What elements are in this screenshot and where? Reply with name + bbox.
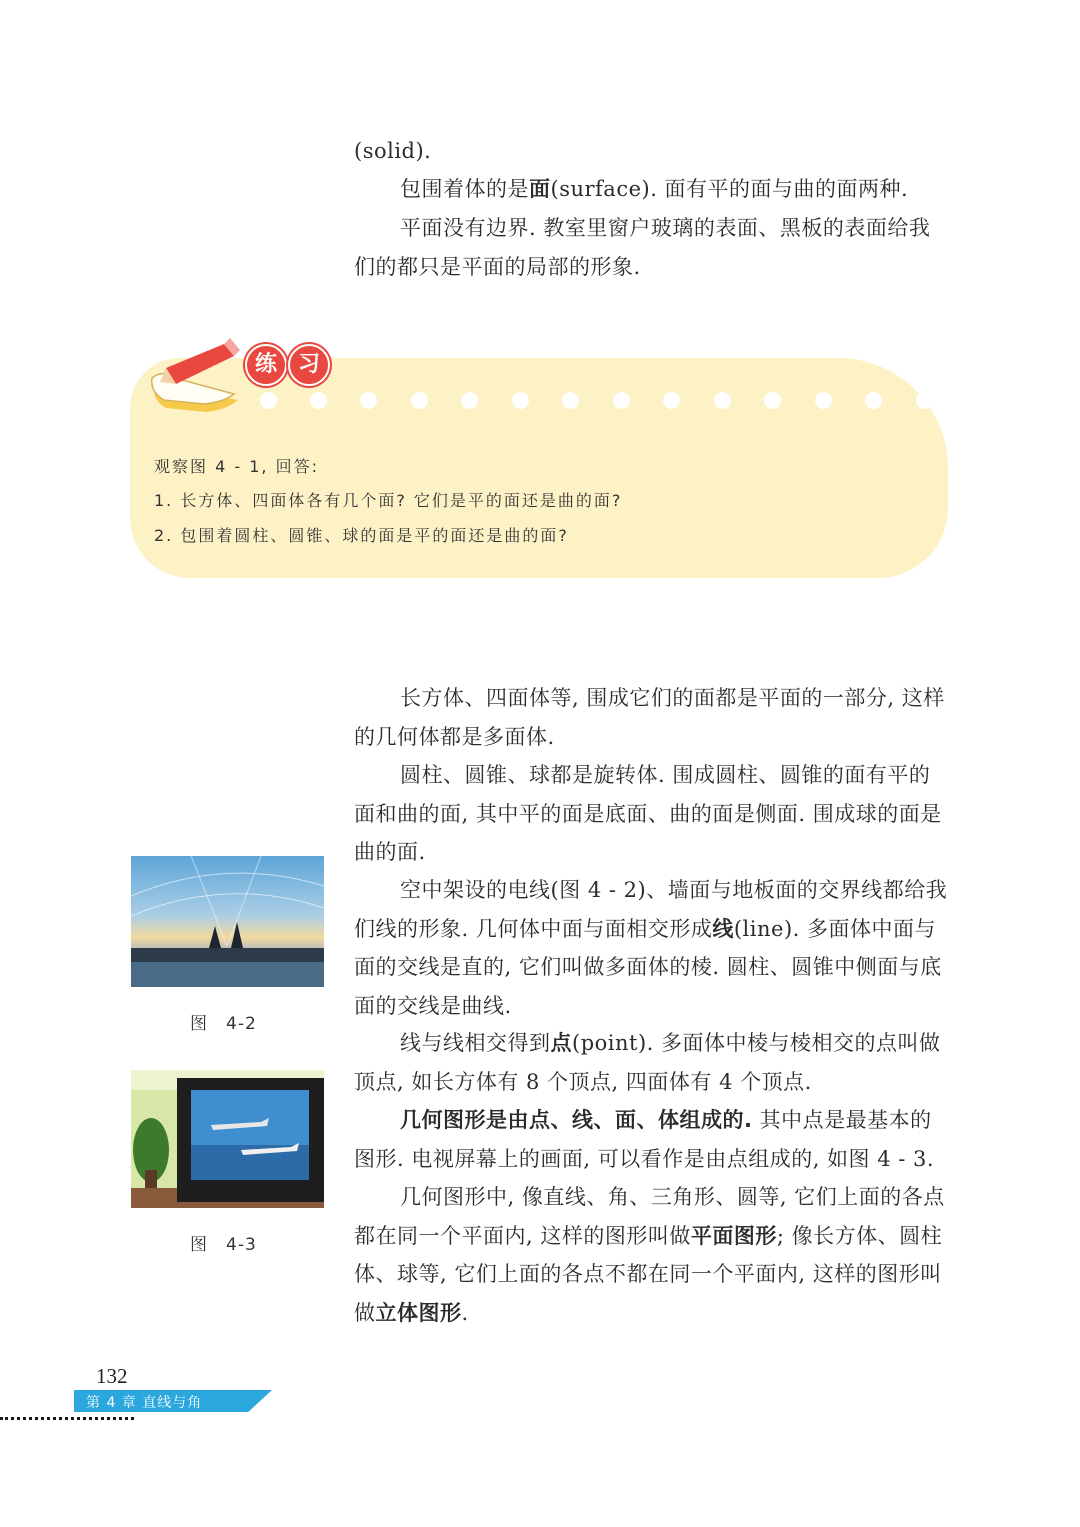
chapter-title: 第 4 章 直线与角 <box>86 1395 203 1411</box>
rotation-body-paragraph: 圆柱、圆锥、球都是旋转体. 围成圆柱、圆锥的面有平的面和曲的面, 其中平的面是底面、曲的面是侧面. 围成球的面是曲的面. <box>354 763 942 864</box>
figure-4-2-caption <box>190 1009 257 1034</box>
surface-text-c: (surface). 面有平的面与曲的面两种. <box>550 177 909 201</box>
figure-label: 图 <box>190 1014 208 1034</box>
television-photo <box>131 1070 324 1208</box>
surface-text-a: 包围着体的是 <box>400 177 529 201</box>
solid-figure-term: 立体图形 <box>375 1300 462 1325</box>
line-term: 线 <box>712 916 734 941</box>
point-text-c: (point). 多面体中棱与棱相交的点叫做顶点, 如长方体有 8 个顶点, 四面体有 4 个顶点. <box>354 1031 941 1094</box>
practice-badge-xi: 习 <box>288 344 330 386</box>
composition-statement: 几何图形是由点、线、面、体组成的. <box>400 1108 753 1132</box>
polyhedron-paragraph: 长方体、四面体等, 围成它们的面都是平面的一部分, 这样的几何体都是多面体. <box>354 686 945 749</box>
plane-paragraph: 平面没有边界. 教室里窗户玻璃的表面、黑板的表面给我们的都只是平面的局部的形象. <box>354 216 931 279</box>
dotted-divider <box>0 1417 134 1420</box>
point-paragraph <box>354 1024 948 1101</box>
practice-question-1: 1. 长方体、四面体各有几个面? 它们是平的面还是曲的面? <box>154 491 623 510</box>
figure-types-paragraph <box>354 1178 948 1332</box>
line-text-a: 空中架设的电线(图 4 - 2)、墙面与地板面的交界线都给我们线的形象. 几何体中面与面相交形成 <box>354 878 948 941</box>
pencil-paper-icon <box>146 338 256 418</box>
figure-number: 4-2 <box>226 1014 257 1034</box>
point-term: 点 <box>550 1031 572 1055</box>
practice-badge-lian: 练 <box>245 344 287 386</box>
practice-intro: 观察图 4 - 1, 回答: <box>154 457 319 476</box>
page-number: 132 <box>96 1364 128 1388</box>
surface-term: 面 <box>529 177 551 201</box>
point-text-a: 线与线相交得到 <box>400 1031 551 1055</box>
practice-question-2: 2. 包围着圆柱、圆锥、球的面是平的面还是曲的面? <box>154 526 569 545</box>
composition-paragraph <box>354 1101 948 1178</box>
composition-text: 其中点是最基本的图形. 电视屏幕上的画面, 可以看作是由点组成的, 如图 4 - 3. <box>354 1108 935 1171</box>
figure-types-text-a: 几何图形中, 像直线、角、三角形、圆等, 它们上面的各点都在同一个平面内, 这样的图形叫做 <box>354 1185 945 1248</box>
line-text-c: (line). 多面体中面与面的交线是直的, 它们叫做多面体的棱. 圆柱、圆锥中侧面与底面的交线是曲线. <box>354 916 942 1018</box>
plane-figure-term: 平面图形 <box>690 1223 777 1248</box>
figure-types-text-e: . <box>461 1300 469 1325</box>
solid-term-line: (solid). <box>354 139 432 163</box>
figure-label: 图 <box>190 1235 208 1255</box>
line-paragraph <box>354 871 948 1025</box>
surface-paragraph <box>354 170 948 209</box>
power-lines-photo <box>131 856 324 987</box>
figure-4-3-caption <box>190 1230 257 1255</box>
figure-types-text-c: ; 像长方体、圆柱体、球等, 它们上面的各点不都在同一个平面内, 这样的图形叫做 <box>354 1223 943 1325</box>
figure-number: 4-3 <box>226 1235 257 1255</box>
